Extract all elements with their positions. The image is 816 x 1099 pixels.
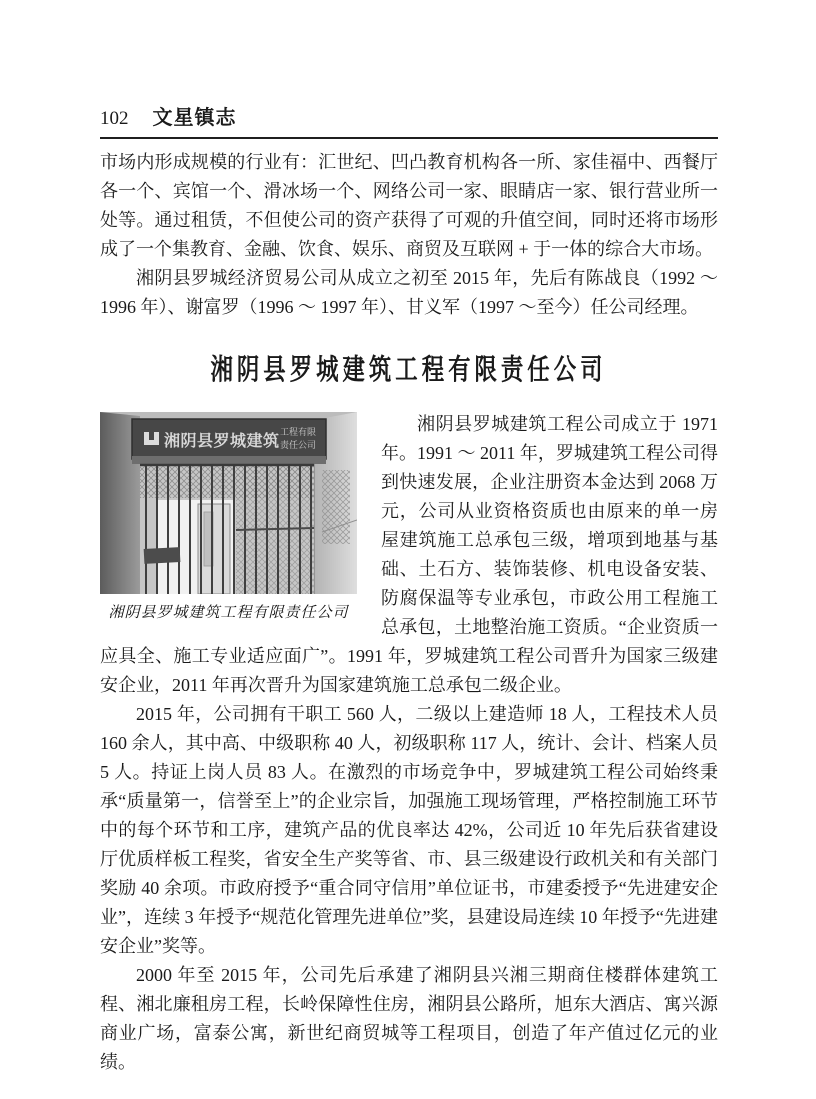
company-projects-paragraph: 2000 年至 2015 年，公司先后承建了湘阴县兴湘三期商住楼群体建筑工程、湘北廉租房工程，长岭保障性住房，湘阴县公路所，旭东大酒店、寓兴源商业广场，富泰公寓，新世纪商贸城等工程项目，创造了年产值过亿元的业绩。: [100, 965, 718, 1072]
company-gate-photo: [100, 412, 357, 594]
company-history-paragraph: 湘阴县罗城建筑工程公司成立于 1971 年。1991 ～ 2011 年，罗城建筑工程公司得到快速发展，企业注册资本金达到 2068 万元，公司从业资格资质也由原来的单一房屋建筑施工总承包三级，增项到地基与基础、土石方、装饰装修、机电设备安装、防腐保温等专业承包，市政公用工程施工总承包，土地整治施工资质。“企业资质一应具全、施工专业适应面广”。1991 年，罗城建筑工程公司晋升为国家三级建安企业，2011 年再次晋升为国家建筑施工总承包二级企业。: [100, 414, 718, 695]
section-title: 湘阴县罗城建筑工程有限责任公司: [210, 353, 607, 386]
company-section: [100, 410, 718, 1077]
running-header: [100, 106, 718, 139]
photo-sign-text-sub-bottom: 责任公司: [280, 440, 317, 450]
intro-paragraph-continued: 市场内形成规模的行业有：汇世纪、凹凸教育机构各一所、家佳福中、西餐厅各一个、宾馆一个、滑冰场一个、网络公司一家、眼睛店一家、银行营业所一处等。通过租赁，不但使公司的资产获得了可观的升值空间，同时还将市场形成了一个集教育、金融、饮食、娱乐、商贸及互联网 + 于一体的综合大市场。: [100, 152, 718, 259]
photo-sign-text-sub-top: 工程有限: [280, 427, 317, 437]
book-title: 文星镇志: [152, 107, 237, 129]
page-number: 102: [100, 108, 129, 129]
figure-caption: 湘阴县罗城建筑工程有限责任公司: [108, 605, 349, 621]
intro-text: [100, 148, 718, 322]
managers-paragraph: 湘阴县罗城经济贸易公司从成立之初至 2015 年，先后有陈战良（1992 ～ 1996 年）、谢富罗（1996 ～ 1997 年）、甘义军（1997 ～至今）任公司经理。: [100, 268, 718, 317]
photo-sign-text-main: 湘阴县罗城建筑: [164, 433, 280, 450]
company-staff-awards-paragraph: 2015 年，公司拥有干职工 560 人，二级以上建造师 18 人，工程技术人员 160 余人，其中高、中级职称 40 人，初级职称 117 人，统计、会计、档案人员 5 人。持证上岗人员 83 人。在激烈的市场竞争中，罗城建筑工程公司始终秉承“质量第一，信誉至上”的企业宗旨，加强施工现场管理，严格控制施工环节中的每个环节和工序，建筑产品的优良率达 42%，公司近 10 年先后获省建设厅优质样板工程奖，省安全生产奖等省、市、县三级建设行政机关和有关部门奖励 40 余项。市政府授予“重合同守信用”单位证书，市建委授予“先进建安企业”，连续 3 年授予“规范化管理先进单位”奖，县建设局连续 10 年授予“先进建安企业”奖等。: [100, 704, 718, 956]
company-gate-figure: [100, 412, 357, 622]
photo-sign: [132, 419, 326, 464]
photo-gate-plaque: [144, 547, 181, 564]
